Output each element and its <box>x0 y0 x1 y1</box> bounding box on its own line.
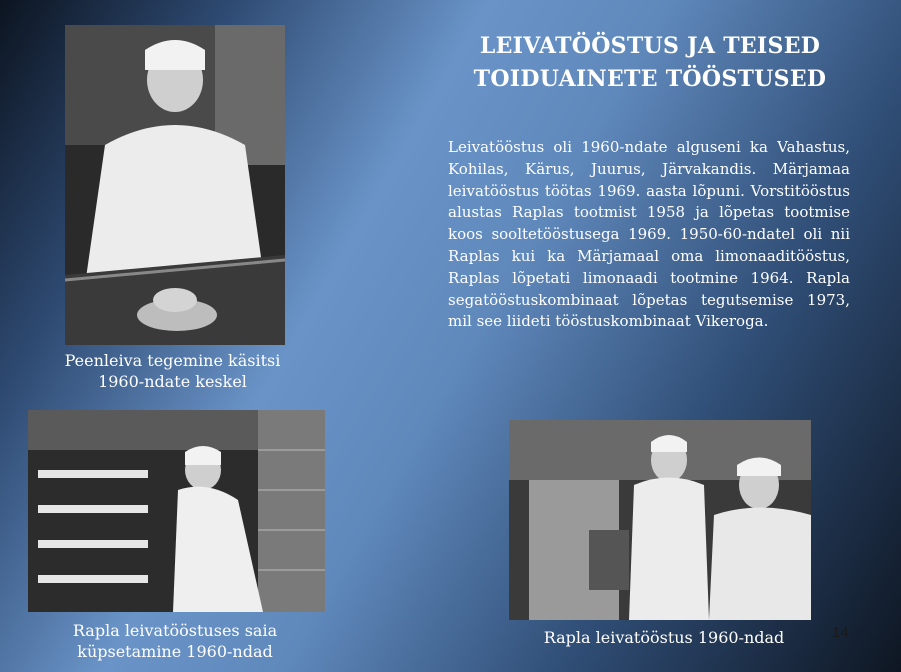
photo-bread-making <box>65 25 285 345</box>
caption-bottom-left <box>45 620 305 662</box>
caption-top-left <box>45 350 300 392</box>
slide-title <box>420 30 880 96</box>
title-line: LEIVATÖÖSTUS JA TEISED <box>479 33 821 59</box>
caption-line: küpsetamine 1960-ndad <box>77 642 273 661</box>
baker-kneading-image <box>65 25 285 345</box>
caption-line: 1960-ndate keskel <box>98 372 247 391</box>
caption-bottom-right <box>509 627 819 648</box>
body-paragraph: Leivatööstus oli 1960-ndate alguseni ka Vahastus, Kohilas, Kärus, Juurus, Järvakandis. Märjamaa leivatööstus töötas 1969. aasta lõpuni. Vorstitööstus alustas Raplas tootmist 1958 ja lõpetas tootmise koos sooltetööstusega 1969. 1950-60-ndatel oli nii Raplas kui ka Märjamaal oma limonaaditööstus, Raplas lõpetati limonaadi tootmine 1964. Rapla segatööstuskombinaat lõpetas tegutsemise 1973, mil see liideti tööstuskombinaat Vikeroga. <box>448 138 850 331</box>
caption-line: Peenleiva tegemine käsitsi <box>64 351 281 370</box>
bakery-workers-image <box>509 420 811 620</box>
page-number: 14 <box>832 624 849 641</box>
caption-line: Rapla leivatööstus 1960-ndad <box>543 628 785 647</box>
title-line: TOIDUAINETE TÖÖSTUSED <box>473 66 827 92</box>
caption-line: Rapla leivatööstuses saia <box>72 621 278 640</box>
oven-baking-image <box>28 410 325 612</box>
photo-oven-baking <box>28 410 325 612</box>
photo-bakery-workers <box>509 420 811 620</box>
